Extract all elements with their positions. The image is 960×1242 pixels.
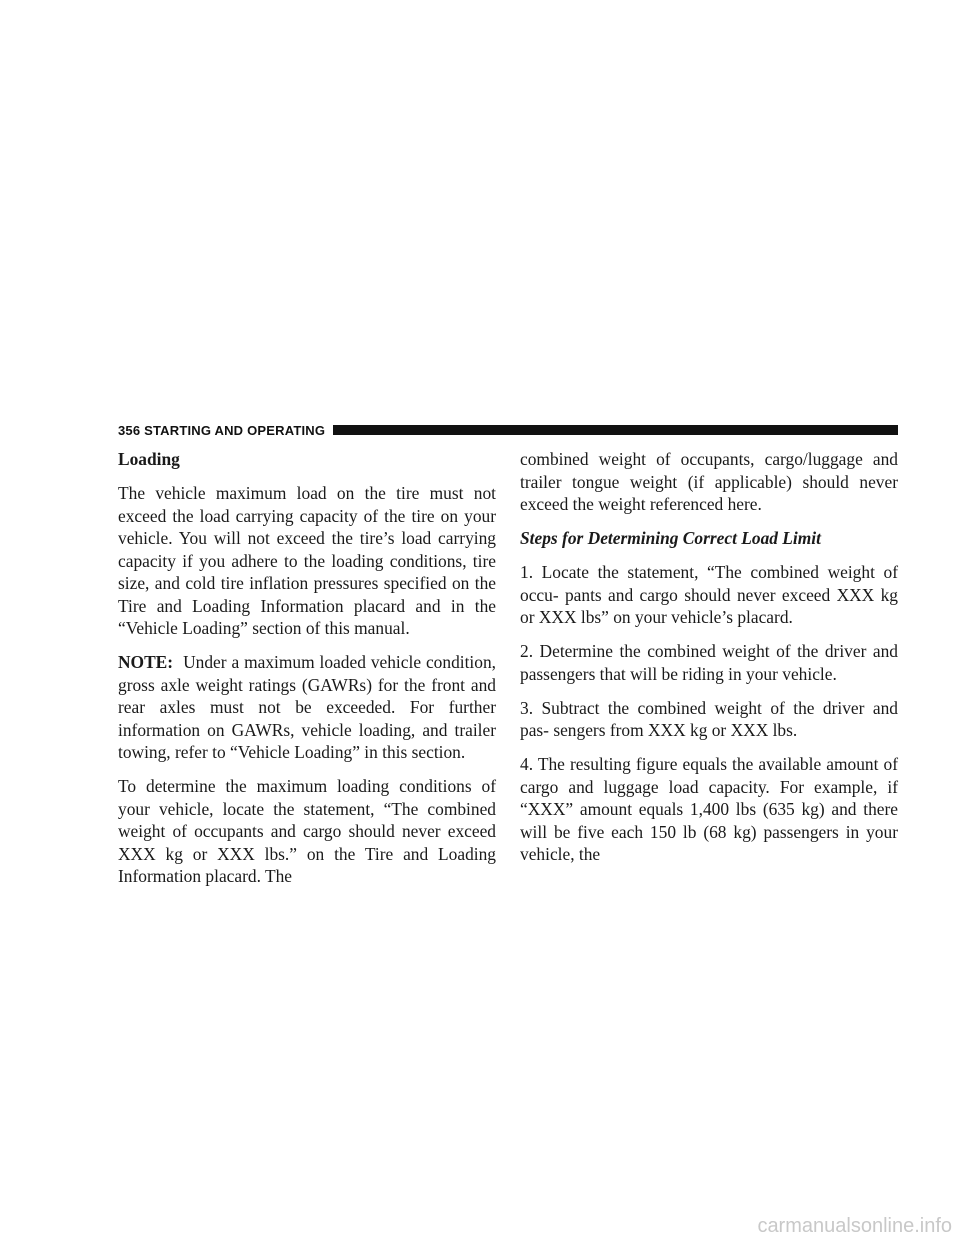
step-3: 3. Subtract the combined weight of the driver and pas- sengers from XXX kg or XXX lbs. (520, 697, 898, 740)
step-1: 1. Locate the statement, “The combined weight of occu- pants and cargo should never exceed XXX kg or XXX lbs” on your vehicle’s placard. (520, 562, 898, 627)
continued-paragraph: combined weight of occupants, cargo/luggage and trailer tongue weight (if applicable) should never exceed the weight referenced here. (520, 449, 898, 514)
section-heading-loading: Loading (118, 449, 180, 469)
note-text: Under a maximum loaded vehicle condition, gross axle weight ratings (GAWRs) for the front and rear axles must not be exceeded. For further information on GAWRs, vehicle loading, and trailer towing, refer to “Vehicle Loading” in this section. (118, 652, 496, 762)
page-number-section-title: 356 STARTING AND OPERATING (118, 422, 326, 438)
loading-paragraph: The vehicle maximum load on the tire must not exceed the load carrying capacity of the tire on your vehicle. You will not exceed the tire’s load carrying capacity if you adhere to the loading conditions, tire size, and cold tire inflation pressures specified on the Tire and Loading Information placard and in the “Vehicle Loading” section of this manual. (118, 483, 496, 638)
left-column (118, 448, 496, 899)
watermark: carmanualsonline.info (757, 1215, 952, 1237)
step-4: 4. The resulting figure equals the available amount of cargo and luggage load capacity. For example, if “XXX” amount equals 1,400 lbs (635 kg) and there will be five each 150 lb (68 kg) passengers in your vehicle, the (520, 754, 898, 864)
steps-subheading: Steps for Determining Correct Load Limit (520, 528, 821, 548)
max-loading-paragraph: To determine the maximum loading conditions of your vehicle, locate the statement, “The combined weight of occupants and cargo should never exceed XXX kg or XXX lbs.” on the Tire and Loading Information placard. The (118, 776, 496, 886)
page-header (118, 422, 898, 438)
right-column (520, 448, 898, 877)
note-label: NOTE: (118, 652, 174, 672)
note-paragraph (118, 651, 496, 764)
header-rule (333, 425, 898, 435)
step-2: 2. Determine the combined weight of the driver and passengers that will be riding in your vehicle. (520, 641, 898, 684)
